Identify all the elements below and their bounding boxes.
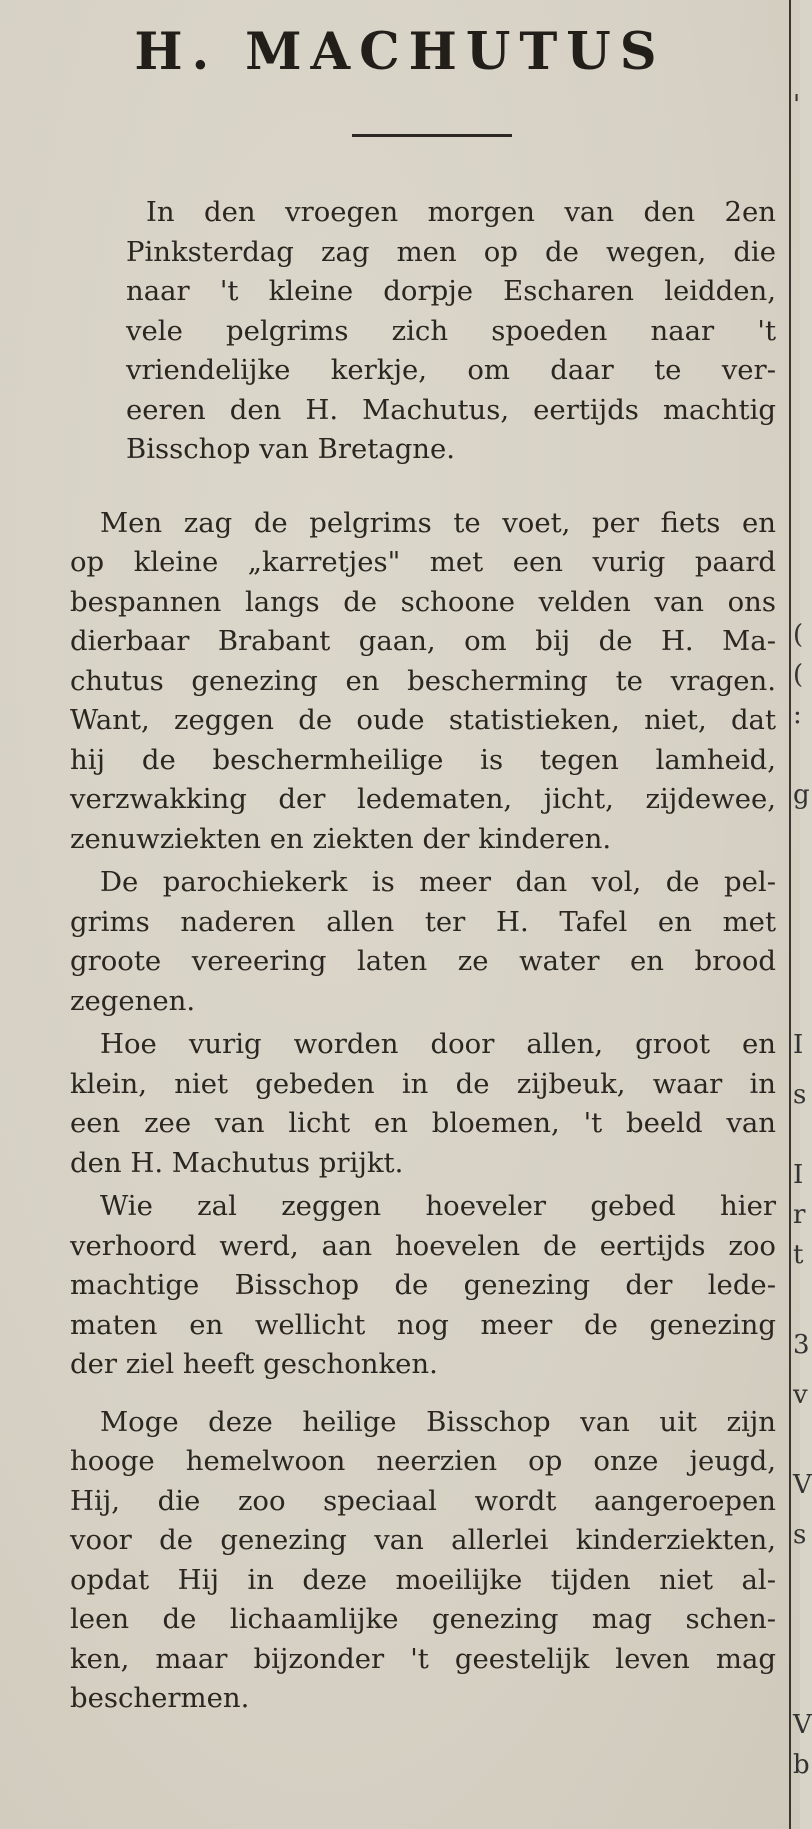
text-line: dierbaar Brabant gaan, om bij de H. Ma- (70, 625, 776, 657)
edge-letter: : (793, 700, 802, 730)
text-line: ken, maar bijzonder 't geestelijk leven mag (70, 1642, 776, 1675)
edge-letter: s (793, 1080, 807, 1110)
text-line: der ziel heeft geschonken. (70, 1348, 438, 1380)
article-title: H. MACHUTUS (134, 22, 666, 82)
text-line: Hoe vurig worden door allen, groot en (100, 1028, 776, 1060)
edge-letter: I (793, 1160, 804, 1190)
edge-letter: I (793, 1030, 804, 1060)
adjacent-column-fragment (793, 0, 812, 1829)
edge-letter: t (793, 1240, 804, 1270)
column-rule (789, 0, 791, 1829)
text-line: verhoord werd, aan hoevelen de eertijds zoo (70, 1229, 776, 1262)
text-line: eeren den H. Machutus, eertijds machtig (126, 393, 776, 426)
text-line: In den vroegen morgen van den 2en (146, 196, 776, 228)
text-line: maten en wellicht nog meer de genezing (70, 1308, 776, 1341)
text-line: Men zag de pelgrims te voet, per fiets en (100, 506, 776, 539)
text-line: op kleine „karretjes" met een vurig paard (70, 546, 776, 578)
edge-letter: v (793, 1380, 808, 1410)
text-line: grims naderen allen ter H. Tafel en met (70, 905, 776, 938)
article-body (70, 193, 776, 1719)
text-line: Hij, die zoo speciaal wordt aangeroepen (70, 1484, 776, 1517)
text-line: verzwakking der ledematen, jicht, zijdewee, (70, 783, 776, 815)
text-line: vele pelgrims zich spoeden naar 't (126, 314, 776, 347)
text-line: groote vereering laten ze water en brood (70, 945, 776, 977)
text-line: naar 't kleine dorpje Escharen leidden, (126, 275, 776, 307)
text-line: Want, zeggen de oude statistieken, niet, dat (70, 704, 776, 736)
text-line: machtige Bisschop de genezing der lede- (70, 1269, 776, 1301)
text-line: Pinksterdag zag men op de wegen, die (126, 235, 776, 268)
edge-letter: s (793, 1520, 807, 1550)
text-line: Bisschop van Bretagne. (126, 433, 456, 465)
edge-letter: ( (793, 620, 804, 650)
text-line: hooge hemelwoon neerzien op onze jeugd, (70, 1445, 776, 1477)
text-line: zenuwziekten en ziekten der kinderen. (70, 822, 612, 855)
edge-letter: V (793, 1470, 812, 1500)
paragraph (70, 863, 776, 1021)
text-line: vriendelijke kerkje, om daar te ver- (126, 354, 776, 386)
text-line: leen de lichaamlijke genezing mag schen- (70, 1603, 776, 1635)
paragraph (70, 1403, 776, 1719)
edge-letter: V (793, 1710, 812, 1740)
edge-letter: ( (793, 660, 804, 690)
text-line: voor de genezing van allerlei kinderziekten, (70, 1524, 776, 1556)
text-line: den H. Machutus prijkt. (70, 1146, 404, 1179)
text-line: een zee van licht en bloemen, 't beeld van (70, 1107, 776, 1139)
text-line: Moge deze heilige Bisschop van uit zijn (100, 1405, 776, 1438)
text-line: De parochiekerk is meer dan vol, de pel- (100, 866, 776, 898)
text-line: beschermen. (70, 1682, 250, 1714)
edge-letter: ' (793, 90, 801, 120)
text-line: hij de beschermheilige is tegen lamheid, (70, 743, 776, 776)
text-line: klein, niet gebeden in de zijbeuk, waar in (70, 1067, 776, 1100)
edge-letter: b (793, 1750, 810, 1780)
text-line: Wie zal zeggen hoeveler gebed hier (100, 1190, 776, 1222)
text-line: zegenen. (70, 984, 196, 1017)
paragraph (70, 1187, 776, 1385)
paragraph (70, 193, 776, 470)
edge-letter: g (793, 780, 810, 810)
text-line: chutus genezing en bescherming te vragen. (70, 664, 776, 697)
edge-letter: 3 (793, 1330, 810, 1360)
text-line: opdat Hij in deze moeilijke tijden niet al- (70, 1563, 776, 1596)
paragraph (70, 1025, 776, 1183)
edge-letter: r (793, 1200, 806, 1230)
paragraph (70, 504, 776, 860)
title-divider (352, 134, 512, 137)
text-line: bespannen langs de schoone velden van ons (70, 585, 776, 618)
